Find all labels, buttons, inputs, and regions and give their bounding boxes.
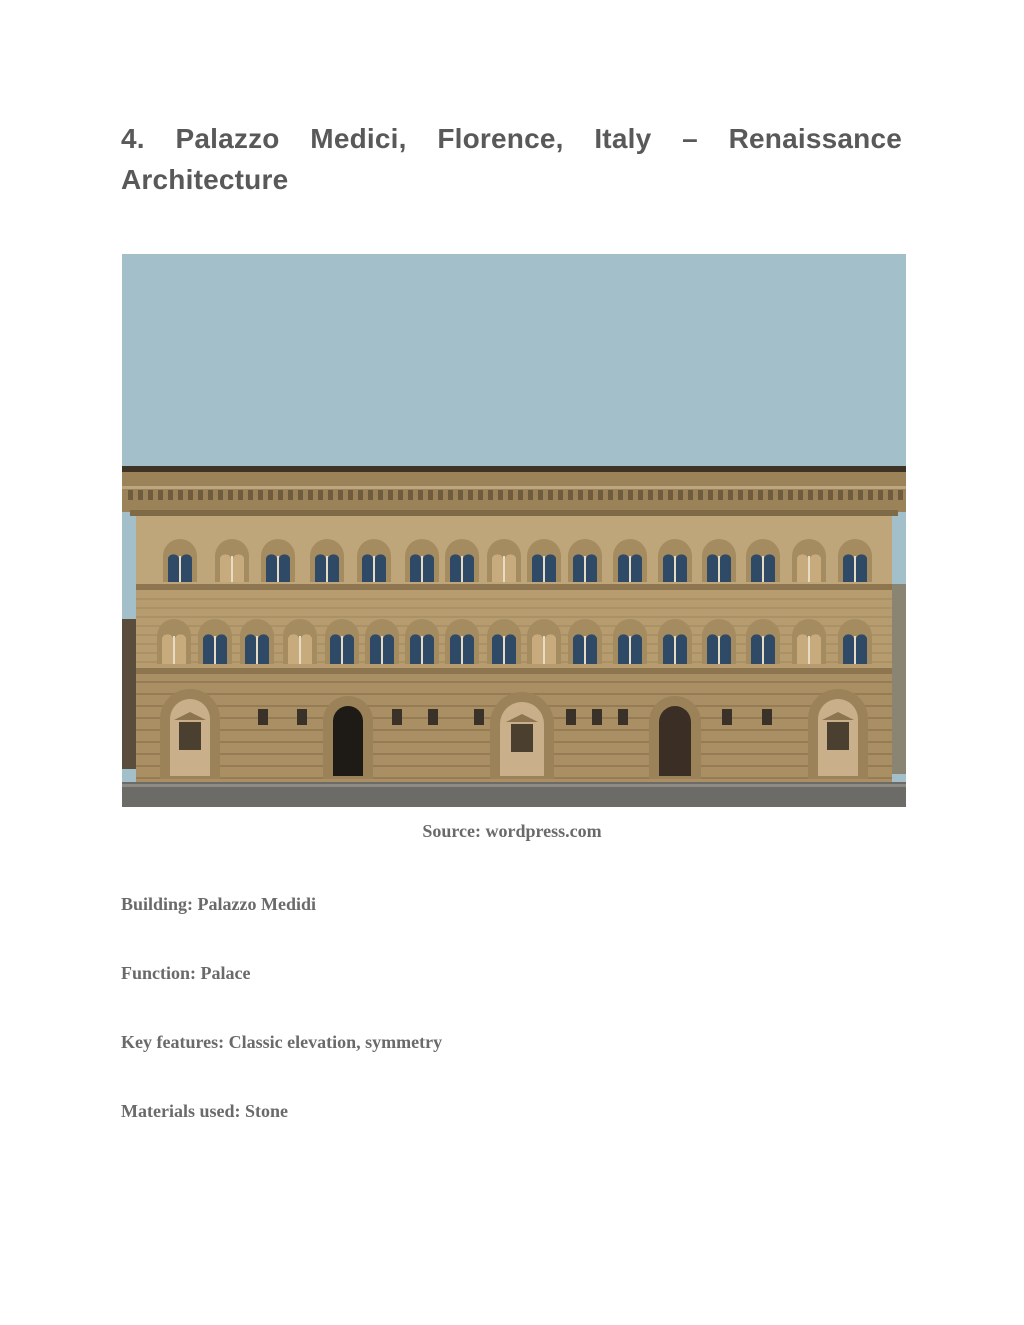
window-pane xyxy=(423,554,434,582)
dentil xyxy=(148,490,153,500)
dentil xyxy=(338,490,343,500)
dentil xyxy=(328,490,333,500)
small-window xyxy=(618,709,628,725)
dentil xyxy=(598,490,603,500)
window-pane xyxy=(463,634,474,664)
small-window xyxy=(428,709,438,725)
curb xyxy=(122,784,906,787)
dentil xyxy=(798,490,803,500)
dentil xyxy=(258,490,263,500)
dentil xyxy=(158,490,163,500)
window-pane xyxy=(450,634,461,664)
window-pane xyxy=(258,634,269,664)
window-pane xyxy=(573,634,584,664)
window-pane xyxy=(203,634,214,664)
window-pane xyxy=(764,634,775,664)
dentil xyxy=(548,490,553,500)
window-pane xyxy=(618,554,629,582)
small-window xyxy=(297,709,307,725)
dentil xyxy=(308,490,313,500)
dentil xyxy=(538,490,543,500)
dentil xyxy=(578,490,583,500)
dentil xyxy=(588,490,593,500)
dentil xyxy=(658,490,663,500)
dentil xyxy=(348,490,353,500)
window-pane xyxy=(797,554,808,582)
dentil xyxy=(468,490,473,500)
dentil xyxy=(498,490,503,500)
window-grille xyxy=(827,722,849,750)
dentil xyxy=(278,490,283,500)
dentil xyxy=(528,490,533,500)
small-window xyxy=(566,709,576,725)
window-pane xyxy=(586,634,597,664)
window-pane xyxy=(707,554,718,582)
window-pane xyxy=(545,554,556,582)
palazzo-photo xyxy=(122,254,906,807)
dentil xyxy=(678,490,683,500)
window-pane xyxy=(375,554,386,582)
dentil xyxy=(828,490,833,500)
window-pane xyxy=(810,554,821,582)
dentil xyxy=(738,490,743,500)
dentil xyxy=(298,490,303,500)
dentil xyxy=(168,490,173,500)
window-pane xyxy=(751,634,762,664)
dentil xyxy=(128,490,133,500)
field-building: Building: Palazzo Medidi xyxy=(121,894,317,914)
dentil xyxy=(888,490,893,500)
dentil xyxy=(868,490,873,500)
window-pane xyxy=(676,634,687,664)
dentil xyxy=(238,490,243,500)
dentil xyxy=(458,490,463,500)
window-pane xyxy=(586,554,597,582)
window-pane xyxy=(301,634,312,664)
window-pane xyxy=(631,554,642,582)
window-pane xyxy=(676,554,687,582)
dentil xyxy=(778,490,783,500)
window-pane xyxy=(328,554,339,582)
dentil xyxy=(718,490,723,500)
window-pane xyxy=(810,634,821,664)
window-pane xyxy=(663,634,674,664)
small-window xyxy=(762,709,772,725)
dentil xyxy=(698,490,703,500)
arch-opening xyxy=(333,706,363,776)
window-pane xyxy=(505,634,516,664)
dentil xyxy=(838,490,843,500)
window-pane xyxy=(856,554,867,582)
dentil xyxy=(318,490,323,500)
field-key-features: Key features: Classic elevation, symmetry xyxy=(121,1032,443,1052)
small-window xyxy=(258,709,268,725)
dentil xyxy=(388,490,393,500)
window-pane xyxy=(843,554,854,582)
dentil xyxy=(728,490,733,500)
window-pane xyxy=(751,554,762,582)
window-pane xyxy=(315,554,326,582)
window-pane xyxy=(423,634,434,664)
window-pane xyxy=(168,554,179,582)
dentil xyxy=(628,490,633,500)
window-pane xyxy=(175,634,186,664)
window-pane xyxy=(492,634,503,664)
dentil xyxy=(788,490,793,500)
window-pane xyxy=(618,634,629,664)
dentil xyxy=(428,490,433,500)
dentil xyxy=(448,490,453,500)
window-pane xyxy=(545,634,556,664)
dentil xyxy=(378,490,383,500)
window-pane xyxy=(663,554,674,582)
dentil xyxy=(758,490,763,500)
window-pane xyxy=(362,554,373,582)
dentil xyxy=(608,490,613,500)
window-pane xyxy=(343,634,354,664)
dentil xyxy=(638,490,643,500)
dentil xyxy=(198,490,203,500)
small-window xyxy=(722,709,732,725)
window-pane xyxy=(532,554,543,582)
window-pane xyxy=(573,554,584,582)
window-pane xyxy=(410,634,421,664)
window-pane xyxy=(492,554,503,582)
window-pane xyxy=(720,634,731,664)
dentil xyxy=(218,490,223,500)
right-neighbor-building xyxy=(892,584,906,774)
dentil xyxy=(648,490,653,500)
dentil xyxy=(808,490,813,500)
window-grille xyxy=(179,722,201,750)
small-window xyxy=(592,709,602,725)
dentil xyxy=(618,490,623,500)
window-pane xyxy=(216,634,227,664)
window-pane xyxy=(288,634,299,664)
dentil xyxy=(508,490,513,500)
window-pane xyxy=(707,634,718,664)
field-function: Function: Palace xyxy=(121,963,251,983)
window-pane xyxy=(764,554,775,582)
dentil xyxy=(858,490,863,500)
dentil xyxy=(418,490,423,500)
window-pane xyxy=(463,554,474,582)
window-pane xyxy=(370,634,381,664)
dentil xyxy=(878,490,883,500)
dentil xyxy=(848,490,853,500)
dentil xyxy=(368,490,373,500)
window-pane xyxy=(410,554,421,582)
page-title: 4. Palazzo Medici, Florence, Italy – Renaissance Architecture xyxy=(121,123,902,195)
small-window xyxy=(392,709,402,725)
window-grille xyxy=(511,724,533,752)
dentil xyxy=(208,490,213,500)
window-pane xyxy=(532,634,543,664)
window-pane xyxy=(266,554,277,582)
dentil xyxy=(478,490,483,500)
roof-line xyxy=(122,466,906,472)
small-window xyxy=(474,709,484,725)
window-pane xyxy=(233,554,244,582)
facade-illustration xyxy=(122,254,906,807)
dentil xyxy=(898,490,903,500)
window-pane xyxy=(220,554,231,582)
window-pane xyxy=(720,554,731,582)
window-pane xyxy=(330,634,341,664)
dentil xyxy=(178,490,183,500)
window-pane xyxy=(843,634,854,664)
field-materials: Materials used: Stone xyxy=(121,1101,288,1121)
dentil xyxy=(358,490,363,500)
window-pane xyxy=(279,554,290,582)
window-pane xyxy=(450,554,461,582)
dentil xyxy=(668,490,673,500)
dentil xyxy=(558,490,563,500)
dentil xyxy=(568,490,573,500)
dentil xyxy=(488,490,493,500)
cornice-base xyxy=(130,510,898,516)
dentil xyxy=(708,490,713,500)
dentil xyxy=(188,490,193,500)
dentil xyxy=(248,490,253,500)
dentil xyxy=(438,490,443,500)
window-pane xyxy=(505,554,516,582)
dentil xyxy=(768,490,773,500)
dentil xyxy=(268,490,273,500)
dentil xyxy=(818,490,823,500)
window-pane xyxy=(856,634,867,664)
window-pane xyxy=(162,634,173,664)
dentil xyxy=(138,490,143,500)
string-course-lower xyxy=(136,668,892,674)
dentil xyxy=(688,490,693,500)
dentil xyxy=(228,490,233,500)
window-pane xyxy=(797,634,808,664)
window-pane xyxy=(383,634,394,664)
dentil xyxy=(408,490,413,500)
arch-opening xyxy=(659,706,691,776)
image-caption: Source: wordpress.com xyxy=(422,821,602,841)
dentil xyxy=(748,490,753,500)
dentil xyxy=(288,490,293,500)
window-pane xyxy=(181,554,192,582)
dentil xyxy=(398,490,403,500)
window-pane xyxy=(631,634,642,664)
string-course-upper xyxy=(136,584,892,590)
window-pane xyxy=(245,634,256,664)
dentil xyxy=(518,490,523,500)
